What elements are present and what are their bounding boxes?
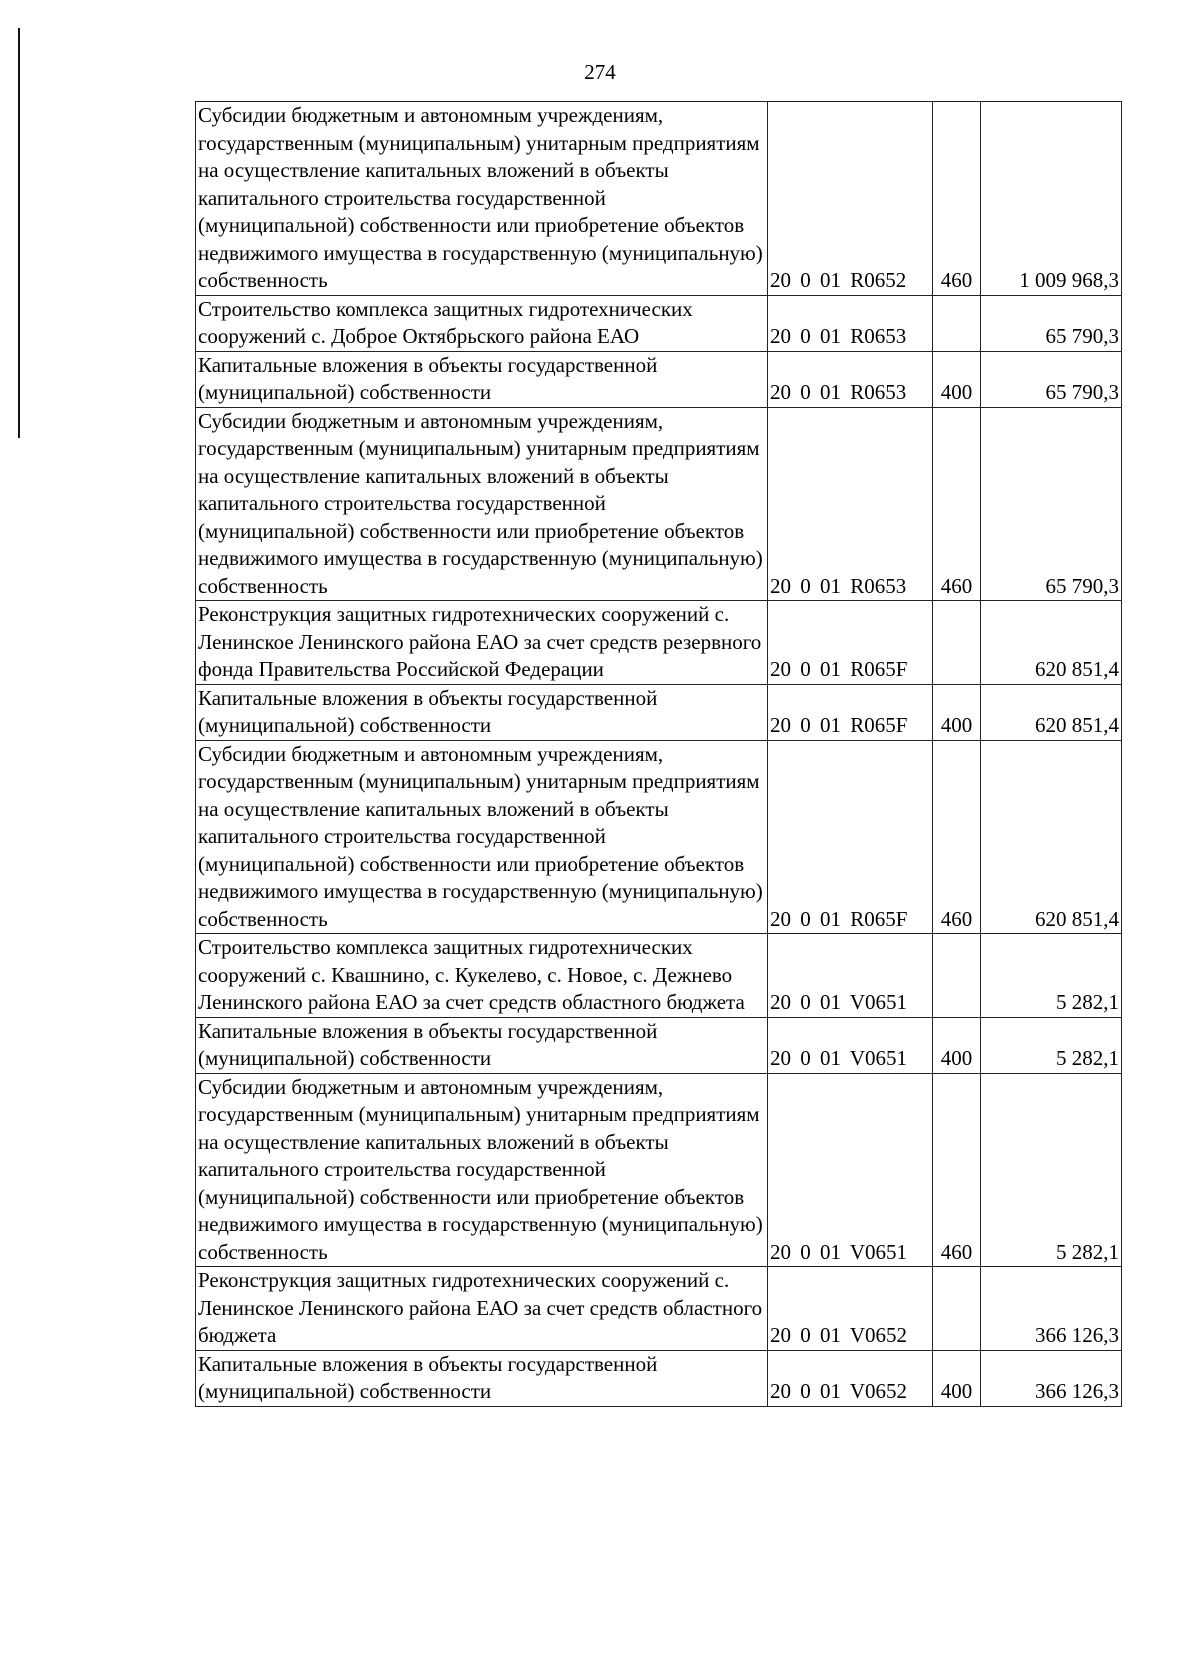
row-expense-type: 400 (933, 1017, 981, 1073)
row-expense-type: 400 (933, 1350, 981, 1406)
row-expense-type: 460 (933, 1073, 981, 1267)
budget-table-body (196, 102, 1122, 1407)
row-amount: 620 851,4 (981, 601, 1122, 685)
row-target-code: 20 0 01 V0651 (768, 1073, 933, 1267)
table-row (196, 1267, 1122, 1351)
row-name: Строительство комплекса защитных гидротехнических сооружений с. Квашнино, с. Кукелево, с. Новое, с. Дежнево Ленинского района ЕАО за счет средств областного бюджета (196, 934, 768, 1018)
table-row (196, 295, 1122, 351)
row-target-code: 20 0 01 V0651 (768, 1017, 933, 1073)
table-row (196, 1350, 1122, 1406)
scan-edge-line (18, 28, 20, 438)
row-target-code: 20 0 01 R065F (768, 684, 933, 740)
row-expense-type (933, 601, 981, 685)
row-target-code: 20 0 01 R0653 (768, 295, 933, 351)
row-amount: 65 790,3 (981, 295, 1122, 351)
row-target-code: 20 0 01 R0652 (768, 102, 933, 296)
row-target-code: 20 0 01 R065F (768, 601, 933, 685)
row-name: Капитальные вложения в объекты государственной (муниципальной) собственности (196, 684, 768, 740)
table-row (196, 351, 1122, 407)
row-target-code: 20 0 01 V0652 (768, 1267, 933, 1351)
page-number: 274 (584, 60, 616, 84)
table-row (196, 740, 1122, 934)
row-amount: 620 851,4 (981, 684, 1122, 740)
row-target-code: 20 0 01 R0653 (768, 407, 933, 601)
budget-table (195, 101, 1122, 1407)
row-name: Субсидии бюджетным и автономным учреждениям, государственным (муниципальным) унитарным предприятиям на осуществление капитальных вложений в объекты капитального строительства государственной (муниципальной) собственности или приобретение объектов недвижимого имущества в государственную (муниципальную) собственность (196, 102, 768, 296)
row-expense-type: 460 (933, 102, 981, 296)
table-row (196, 102, 1122, 296)
row-name: Реконструкция защитных гидротехнических сооружений с. Ленинское Ленинского района ЕАО за счет средств областного бюджета (196, 1267, 768, 1351)
row-amount: 366 126,3 (981, 1350, 1122, 1406)
row-amount: 65 790,3 (981, 351, 1122, 407)
row-amount: 65 790,3 (981, 407, 1122, 601)
row-expense-type: 400 (933, 351, 981, 407)
row-amount: 620 851,4 (981, 740, 1122, 934)
table-row (196, 1017, 1122, 1073)
row-expense-type (933, 295, 981, 351)
row-amount: 366 126,3 (981, 1267, 1122, 1351)
row-name: Субсидии бюджетным и автономным учреждениям, государственным (муниципальным) унитарным предприятиям на осуществление капитальных вложений в объекты капитального строительства государственной (муниципальной) собственности или приобретение объектов недвижимого имущества в государственную (муниципальную) собственность (196, 407, 768, 601)
row-name: Капитальные вложения в объекты государственной (муниципальной) собственности (196, 1017, 768, 1073)
row-name: Субсидии бюджетным и автономным учреждениям, государственным (муниципальным) унитарным предприятиям на осуществление капитальных вложений в объекты капитального строительства государственной (муниципальной) собственности или приобретение объектов недвижимого имущества в государственную (муниципальную) собственность (196, 740, 768, 934)
row-name: Капитальные вложения в объекты государственной (муниципальной) собственности (196, 351, 768, 407)
row-expense-type: 400 (933, 684, 981, 740)
row-amount: 5 282,1 (981, 1017, 1122, 1073)
table-row (196, 934, 1122, 1018)
table-row (196, 601, 1122, 685)
row-amount: 5 282,1 (981, 1073, 1122, 1267)
row-name: Строительство комплекса защитных гидротехнических сооружений с. Доброе Октябрьского района ЕАО (196, 295, 768, 351)
row-amount: 5 282,1 (981, 934, 1122, 1018)
row-target-code: 20 0 01 R065F (768, 740, 933, 934)
row-name: Реконструкция защитных гидротехнических сооружений с. Ленинское Ленинского района ЕАО за счет средств резервного фонда Правительства Российской Федерации (196, 601, 768, 685)
row-target-code: 20 0 01 V0651 (768, 934, 933, 1018)
row-expense-type: 460 (933, 740, 981, 934)
row-name: Субсидии бюджетным и автономным учреждениям, государственным (муниципальным) унитарным предприятиям на осуществление капитальных вложений в объекты капитального строительства государственной (муниципальной) собственности или приобретение объектов недвижимого имущества в государственную (муниципальную) собственность (196, 1073, 768, 1267)
table-row (196, 407, 1122, 601)
row-expense-type: 460 (933, 407, 981, 601)
row-target-code: 20 0 01 V0652 (768, 1350, 933, 1406)
row-name: Капитальные вложения в объекты государственной (муниципальной) собственности (196, 1350, 768, 1406)
table-row (196, 684, 1122, 740)
row-amount: 1 009 968,3 (981, 102, 1122, 296)
table-row (196, 1073, 1122, 1267)
row-expense-type (933, 1267, 981, 1351)
row-target-code: 20 0 01 R0653 (768, 351, 933, 407)
row-expense-type (933, 934, 981, 1018)
